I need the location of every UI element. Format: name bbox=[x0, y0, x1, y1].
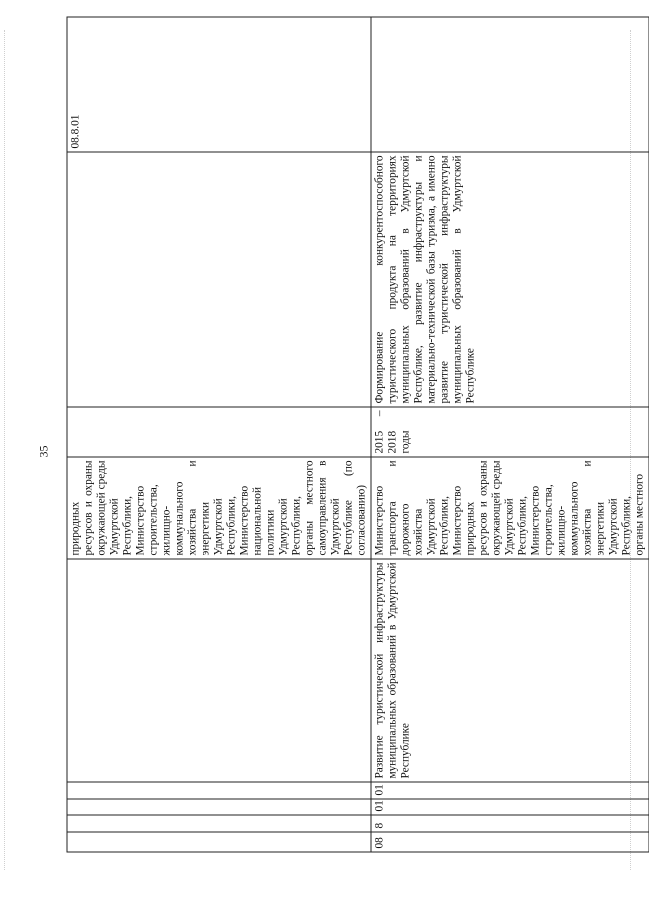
cell-pp: 8 bbox=[371, 815, 649, 832]
table-row-continuation bbox=[67, 17, 371, 852]
rotated-table-wrapper bbox=[66, 17, 645, 852]
cell-pp-empty bbox=[67, 815, 371, 832]
cell-om: 01 bbox=[371, 799, 649, 815]
cell-responsible: Министерство транспорта и дорожного хозяйства Удмуртской Республики, Министерство природных ресурсов и охраны окружающей среды Удмуртской Республики, Министерство строительства, жилищно-коммунального хозяйства и энергетики Удмуртской Республики, органы местного bbox=[371, 457, 649, 559]
cell-responsible-continued: природных ресурсов и охраны окружающей среды Удмуртской Республики, Министерство строительства, жилищно-коммунального хозяйства и энергетики Удмуртской Республики, Министерство национальной политики Удмуртской Республики, органы местного самоуправления в Удмуртской Республике (по согласованию) bbox=[67, 457, 371, 559]
cell-indicator-code: 08.8.01 bbox=[67, 17, 371, 152]
scan-edge-left bbox=[4, 30, 6, 870]
cell-m-empty bbox=[67, 782, 371, 799]
cell-om-empty bbox=[67, 799, 371, 815]
cell-indicator-empty bbox=[371, 17, 649, 152]
cell-expected-result: Формирование конкурентоспособного туристического продукта на территориях муниципальных образований в Удмуртской Республике, развитие инфраструктуры и материально-технической базы туризма, а именно развитие туристической инфраструктуры муниципальных образований в Удмуртской Республике bbox=[371, 152, 649, 407]
cell-period-empty bbox=[67, 407, 371, 457]
cell-measure-name: Развитие туристической инфраструктуры муниципальных образований в Удмуртской Республике bbox=[371, 559, 649, 782]
table-row-measure bbox=[371, 17, 649, 852]
cell-name-empty bbox=[67, 559, 371, 782]
cell-period: 2015 – 2018 годы bbox=[371, 407, 649, 457]
cell-gp-empty bbox=[67, 832, 371, 852]
cell-m: 01 bbox=[371, 782, 649, 799]
page-number: 35 bbox=[36, 445, 51, 458]
cell-gp: 08 bbox=[371, 832, 649, 852]
program-table bbox=[66, 16, 649, 852]
cell-result-empty bbox=[67, 152, 371, 407]
